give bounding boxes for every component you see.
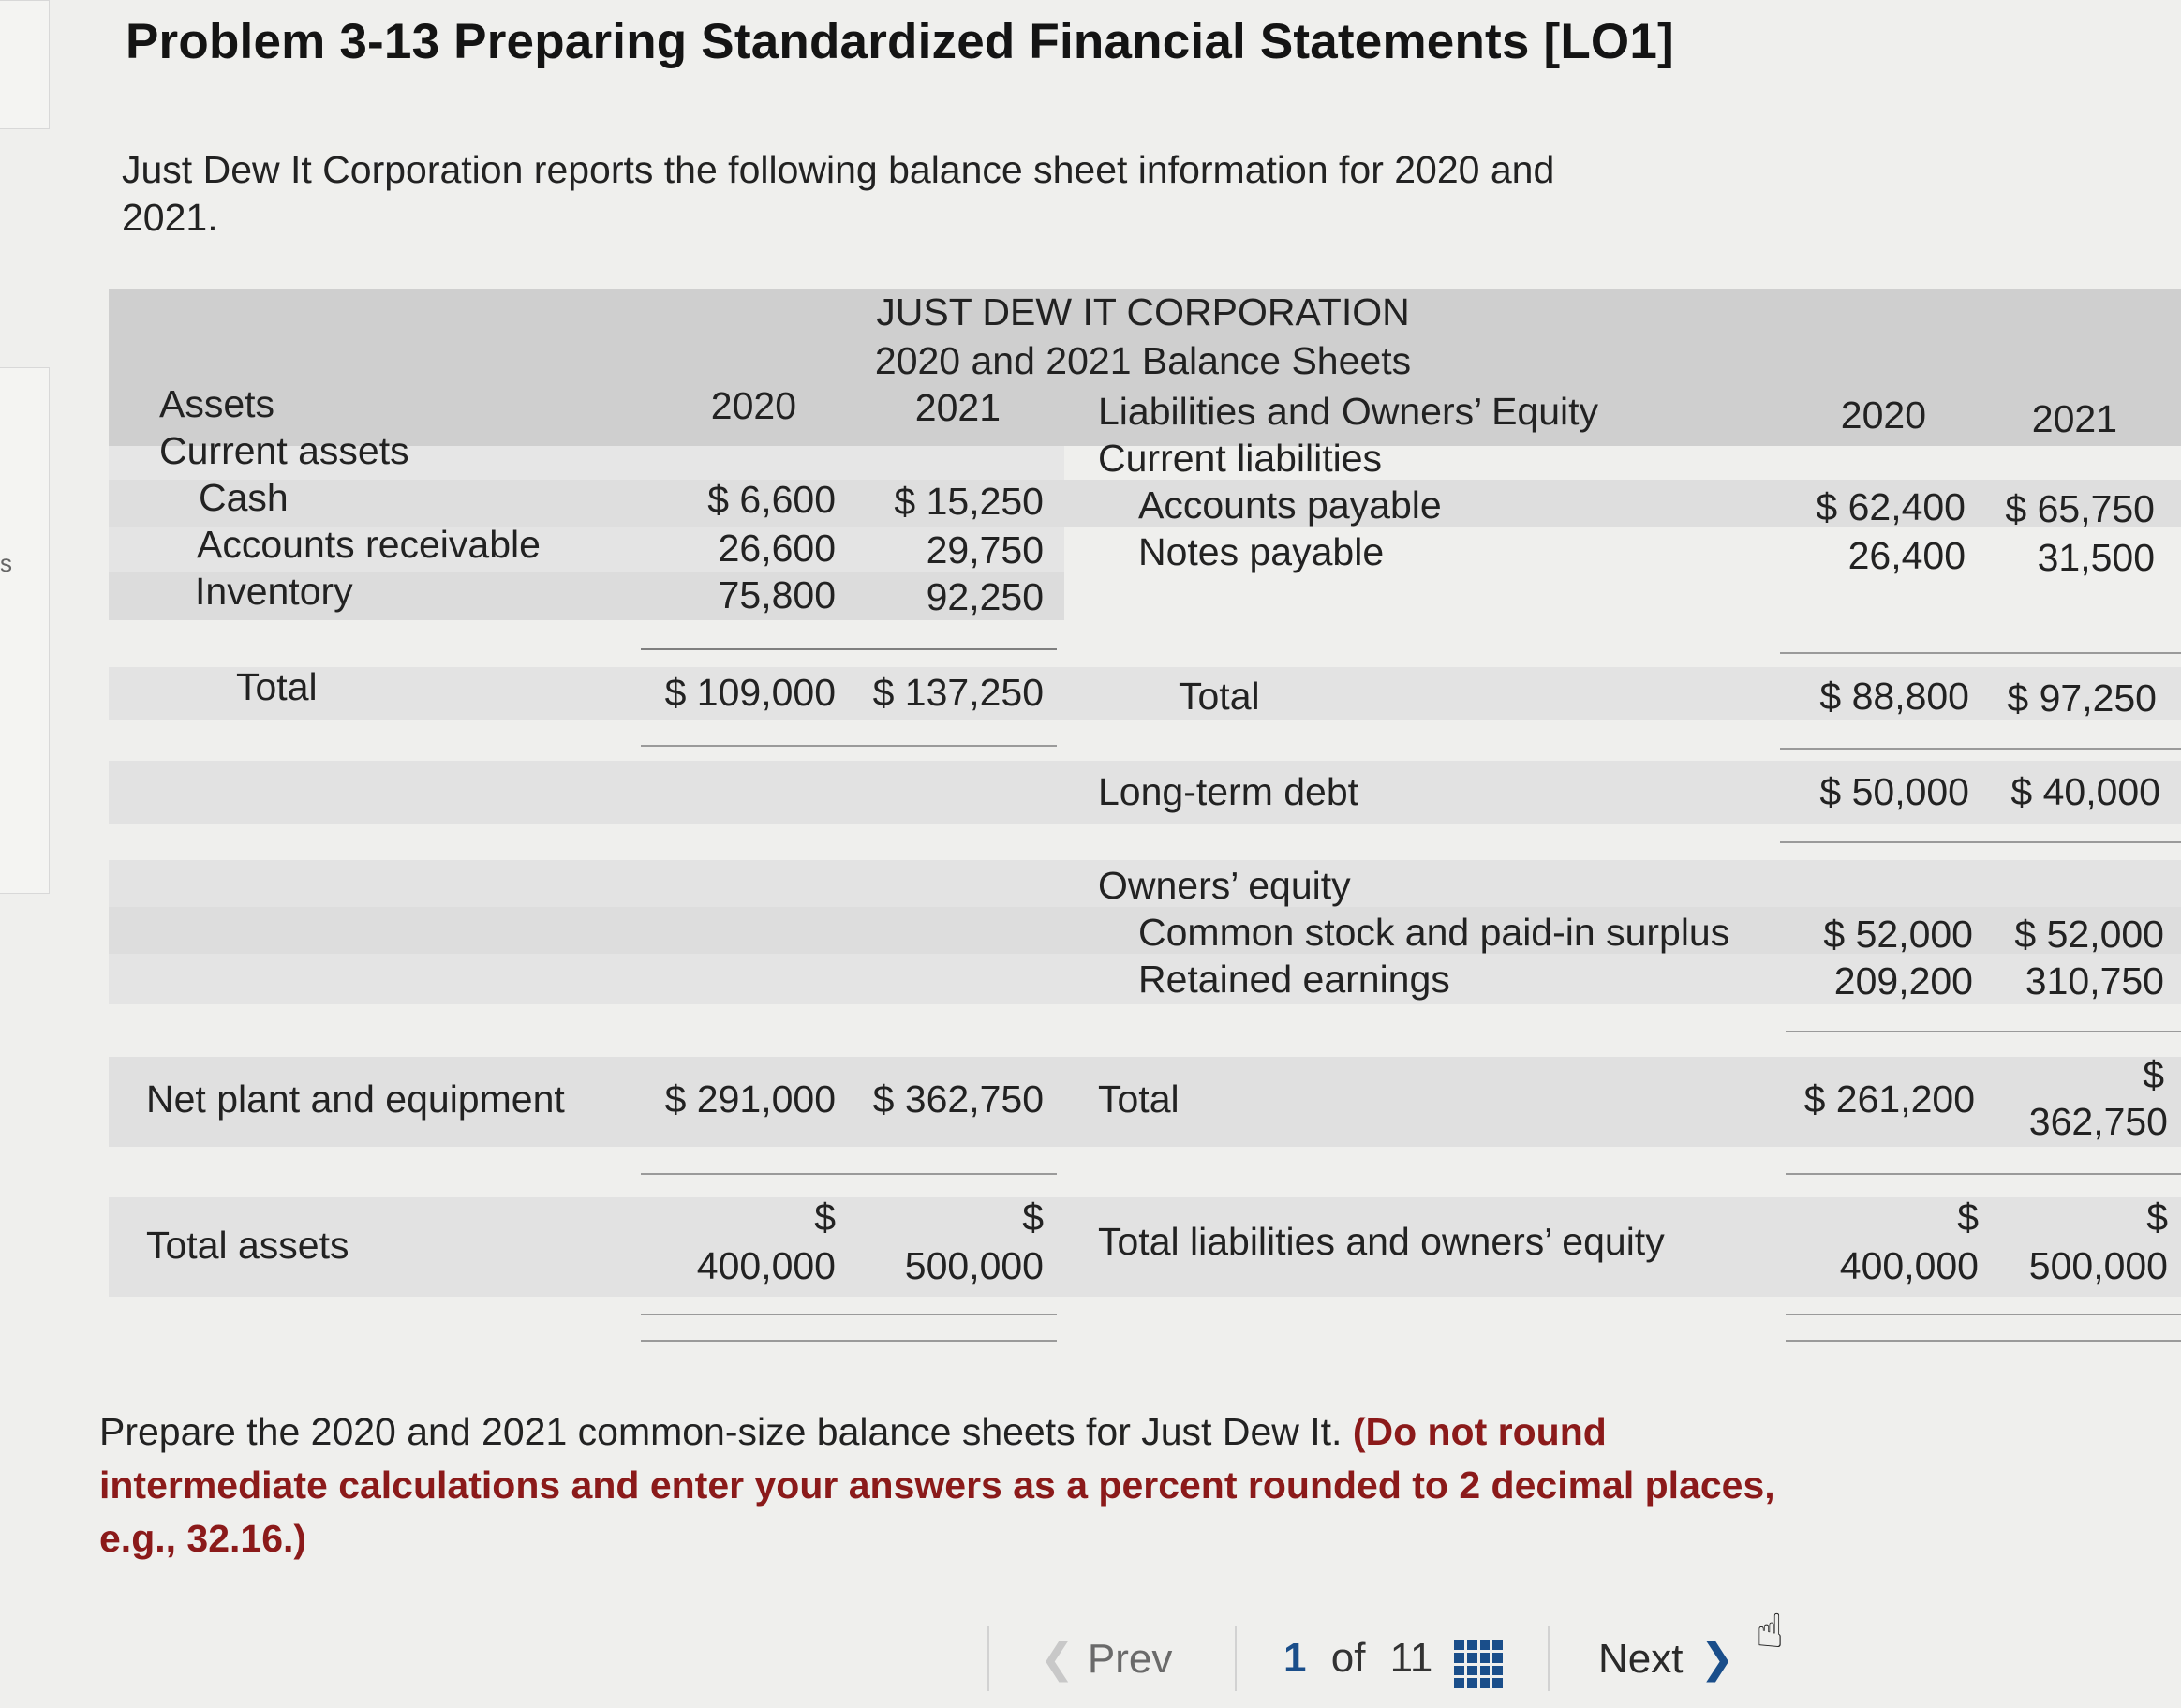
assets-subtotal-rule — [641, 648, 1057, 650]
total-le-double-rule-1 — [1786, 1314, 2181, 1315]
total-le-2021-symbol: $ — [2146, 1196, 2168, 1239]
current-assets-label: Current assets — [159, 429, 409, 472]
liab-subtotal-rule — [1780, 652, 2181, 654]
total-assets-label: Total assets — [146, 1224, 349, 1267]
net-plant-label: Net plant and equipment — [146, 1077, 565, 1121]
statement-subtitle: 2020 and 2021 Balance Sheets — [874, 339, 1412, 382]
problem-title: Problem 3-13 Preparing Standardized Financial Statements [LO1] — [126, 14, 1674, 69]
liab-total-2020: $ 88,800 — [1819, 675, 1969, 718]
equity-total-2020: $ 261,200 — [1803, 1077, 1975, 1121]
long-term-debt-2020: $ 50,000 — [1819, 770, 1969, 813]
hand-cursor-icon: ☝ — [1756, 1605, 1785, 1657]
liab-label-np: Notes payable — [1138, 530, 1385, 573]
current-page: 1 — [1283, 1635, 1307, 1681]
owners-equity-label: Owners’ equity — [1098, 864, 1351, 907]
assets-total-label: Total — [236, 665, 318, 708]
page-of-label: of — [1330, 1635, 1366, 1681]
net-plant-rule — [641, 1173, 1057, 1175]
equity-total-label: Total — [1098, 1077, 1180, 1121]
prev-button[interactable] — [1040, 1635, 1172, 1683]
liab-ap-2021: $ 65,750 — [2005, 487, 2155, 530]
total-assets-2020-symbol: $ — [814, 1196, 836, 1239]
liab-year-2020: 2020 — [1840, 394, 1926, 437]
equity-retained-earnings-2020: 209,200 — [1833, 959, 1973, 1003]
equity-subtotal-rule — [1786, 1031, 2181, 1032]
asset-ar-2020: 26,600 — [718, 527, 836, 570]
liab-label-ap: Accounts payable — [1138, 483, 1442, 527]
grid-icon[interactable] — [1454, 1640, 1503, 1688]
liabilities-header: Liabilities and Owners’ Equity — [1098, 390, 1599, 433]
prev-label: Prev — [1087, 1636, 1173, 1682]
asset-ar-2021: 29,750 — [926, 528, 1044, 572]
total-assets-2021-symbol: $ — [1022, 1196, 1044, 1239]
chevron-left-icon: ❮ — [1040, 1636, 1075, 1682]
left-edge-glyph: s — [0, 549, 12, 577]
total-le-2020-symbol: $ — [1957, 1196, 1979, 1239]
current-liabilities-label: Current liabilities — [1098, 437, 1383, 480]
asset-label-inventory: Inventory — [195, 570, 353, 613]
net-plant-2021: $ 362,750 — [872, 1077, 1044, 1121]
total-le-double-rule-2 — [1786, 1340, 2181, 1342]
asset-cash-2020: $ 6,600 — [707, 478, 836, 521]
instructions — [99, 1405, 1823, 1566]
instructions-text: Prepare the 2020 and 2021 common-size balance sheets for Just Dew It. — [99, 1410, 1353, 1453]
total-le-2021: 500,000 — [2028, 1244, 2168, 1287]
assets-total-2020: $ 109,000 — [664, 671, 836, 714]
liab-total-label: Total — [1179, 675, 1260, 718]
assets-header: Assets — [159, 382, 275, 425]
total-assets-double-rule-1 — [641, 1314, 1057, 1315]
equity-total-2021: 362,750 — [2028, 1100, 2168, 1143]
intro-line-2: 2021. — [122, 196, 218, 239]
assets-year-2020: 2020 — [710, 384, 796, 427]
asset-inventory-2020: 75,800 — [718, 573, 836, 616]
nav-separator-1 — [987, 1626, 989, 1691]
long-term-debt-label: Long-term debt — [1098, 770, 1359, 813]
total-assets-2020: 400,000 — [696, 1244, 836, 1287]
liab-year-2021: 2021 — [2031, 397, 2117, 440]
liab-np-2021: 31,500 — [2037, 536, 2155, 579]
instructions-rounding-note: (Do not round intermediate calculations and enter your answers as a percent rounded to 2 decimal places, e.g., 32.16.) — [99, 1410, 1775, 1560]
asset-label-ar: Accounts receivable — [197, 523, 541, 566]
left-panel-edge-lower — [0, 367, 50, 894]
long-term-debt-2021: $ 40,000 — [2010, 770, 2160, 813]
equity-common-stock-2021: $ 52,000 — [2014, 913, 2164, 956]
equity-label-common-stock: Common stock and paid-in surplus — [1138, 911, 1730, 954]
intro-text — [122, 146, 1714, 242]
liab-total-2021: $ 97,250 — [2007, 676, 2157, 720]
total-assets-2021: 500,000 — [904, 1244, 1044, 1287]
assets-total-rule — [641, 745, 1057, 747]
liab-total-rule — [1780, 748, 2181, 750]
nav-separator-3 — [1548, 1626, 1550, 1691]
company-name: JUST DEW IT CORPORATION — [876, 290, 1410, 334]
next-button[interactable] — [1598, 1635, 1734, 1683]
equity-retained-earnings-2021: 310,750 — [2025, 959, 2164, 1003]
total-pages: 11 — [1389, 1635, 1433, 1681]
liab-np-2020: 26,400 — [1847, 534, 1966, 577]
total-assets-double-rule-2 — [641, 1340, 1057, 1342]
page-indicator — [1283, 1635, 1432, 1682]
asset-cash-2021: $ 15,250 — [894, 480, 1044, 523]
liab-ap-2020: $ 62,400 — [1816, 485, 1966, 528]
equity-common-stock-2020: $ 52,000 — [1823, 913, 1973, 956]
intro-line-1: Just Dew It Corporation reports the following balance sheet information for 2020 and — [122, 148, 1555, 191]
asset-inventory-2021: 92,250 — [926, 575, 1044, 618]
total-le-2020: 400,000 — [1839, 1244, 1979, 1287]
equity-total-rule — [1786, 1173, 2181, 1175]
equity-total-2021-symbol: $ — [2143, 1053, 2164, 1096]
chevron-right-icon: ❯ — [1699, 1636, 1735, 1682]
assets-total-2021: $ 137,250 — [872, 671, 1044, 714]
ltd-rule — [1780, 841, 2181, 843]
next-label: Next — [1598, 1636, 1684, 1682]
left-panel-edge — [0, 0, 50, 129]
equity-label-retained-earnings: Retained earnings — [1138, 958, 1450, 1001]
nav-separator-2 — [1235, 1626, 1237, 1691]
asset-label-cash: Cash — [199, 476, 289, 519]
assets-year-2021: 2021 — [914, 386, 1001, 429]
total-le-label: Total liabilities and owners’ equity — [1098, 1220, 1665, 1263]
net-plant-2020: $ 291,000 — [664, 1077, 836, 1121]
